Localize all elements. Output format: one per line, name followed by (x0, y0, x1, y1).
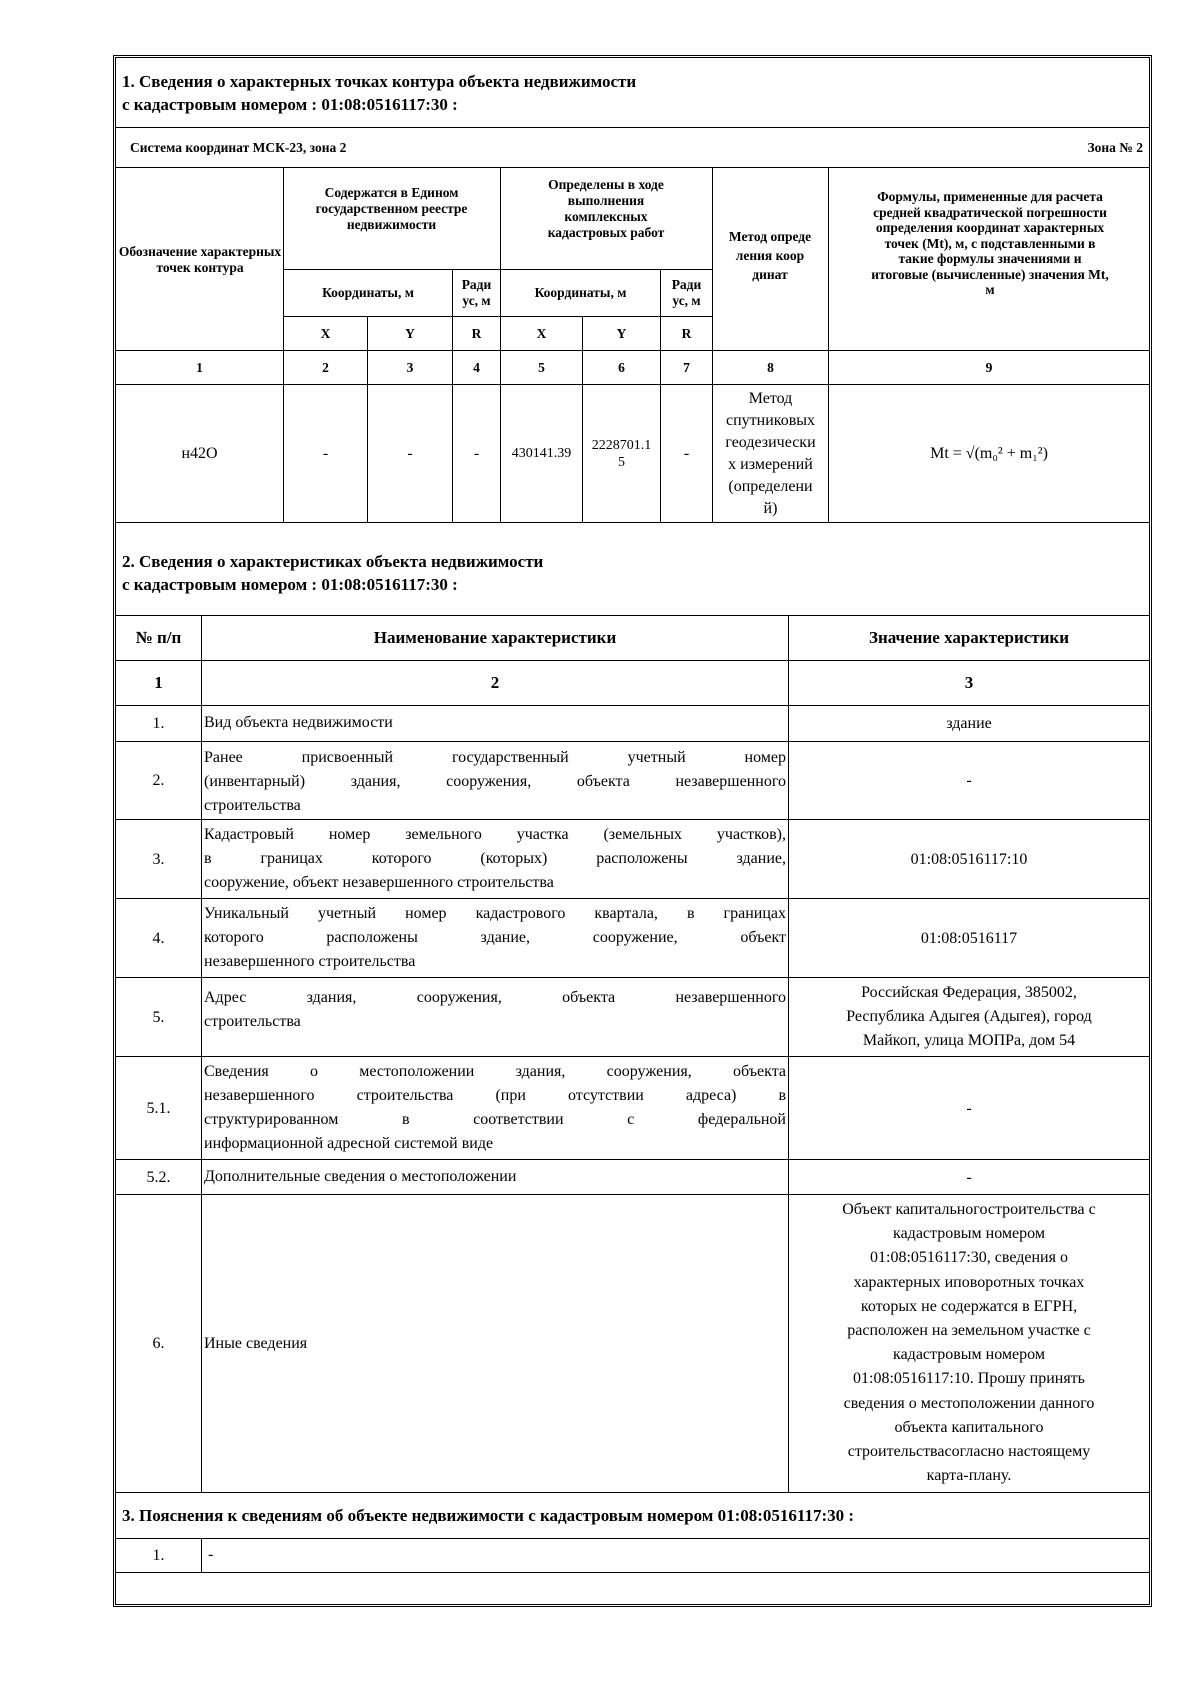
row-value: Российская Федерация, 385002, Республика Адыгея (Адыгея), город Майкоп, улица МОПРа, дом 54 (846, 984, 1092, 1049)
header-y-egrn: Y (405, 325, 415, 341)
egrn-r: - (473, 445, 480, 462)
header-x-egrn: X (320, 325, 331, 341)
s2-colnum-1: 1 (154, 673, 163, 692)
row-num: 5.1. (146, 1099, 171, 1117)
works-x: 430141.39 (511, 445, 572, 461)
egrn-x: - (322, 445, 329, 462)
colnum-8: 8 (767, 359, 774, 375)
works-r: - (683, 445, 690, 462)
row-name: Иные сведения (204, 1335, 308, 1352)
row-value: 01:08:0516117:10 (910, 850, 1028, 868)
row-name: Уникальный учетный номер кадастрового квартала, в границах которого расположены здание, сооружение, объект незавершенного строительства (204, 905, 786, 970)
row-value: здание (946, 715, 992, 732)
row-name: Кадастровый номер земельного участка (земельных участков), в границах которого (которых) расположены здание, сооружение, объект незавершенного строительства (204, 826, 786, 891)
s2-colnum-3: 3 (964, 673, 974, 692)
row-num: 1. (152, 715, 165, 732)
colnum-6: 6 (618, 359, 625, 375)
colnum-1: 1 (196, 359, 203, 375)
header-contained-egrn: Содержатся в Едином государственном реестре недвижимости (315, 185, 468, 232)
zone-number: Зона № 2 (1087, 140, 1143, 155)
colnum-2: 2 (322, 359, 329, 375)
row-num: 2. (152, 772, 165, 789)
row-value: - (966, 1099, 972, 1117)
row-num: 6. (152, 1335, 165, 1352)
row-value: - (966, 772, 972, 789)
colnum-4: 4 (473, 359, 480, 375)
header-x-works: X (536, 325, 547, 341)
header-num: № п/п (135, 628, 182, 647)
formula-value: Mt = √(m₀² + m₁²) (930, 445, 1048, 462)
works-y: 2228701.1 5 (591, 437, 652, 470)
row-value: 01:08:0516117 (920, 929, 1018, 947)
header-y-works: Y (616, 325, 627, 341)
section2-title: 2. Сведения о характеристиках объекта недвижимости с кадастровым номером : 01:08:0516117:30 : (122, 552, 544, 594)
row-text: - (208, 1546, 214, 1563)
row-value: - (966, 1168, 972, 1186)
header-formula: Формулы, примененные для расчета средней квадратической погрешности определения координат характерных точек (Mt), м, с подставленными в такие формулы значениями и итоговые (вычисленные) значения Mt, м (871, 189, 1109, 297)
header-method: Метод опреде ления коор динат (728, 229, 812, 282)
header-coords-egrn: Координаты, м (322, 285, 414, 300)
row-num: 1. (152, 1547, 165, 1564)
colnum-7: 7 (683, 359, 690, 375)
header-r-egrn: R (471, 325, 482, 341)
header-characteristic-value: Значение характеристики (868, 628, 1070, 647)
coord-system: Система координат МСК-23, зона 2 (130, 140, 347, 155)
method-value: Метод спутниковых геодезически х измерений (определени й) (725, 389, 816, 517)
header-radius-egrn: Ради ус, м (461, 277, 492, 308)
s2-colnum-2: 2 (490, 673, 500, 692)
row-num: 5.2. (146, 1168, 171, 1186)
header-characteristic-name: Наименование характеристики (373, 628, 617, 647)
row-name: Сведения о местоположении здания, сооружения, объекта незавершенного строительства (при отсутствии адреса) в структурированном в соответствии с федеральной информационной адресной системой виде (204, 1063, 786, 1152)
egrn-y: - (407, 445, 413, 462)
section1-title: 1. Сведения о характерных точках контура объекта недвижимости с кадастровым номером : 01:08:0516117:30 : (122, 72, 637, 114)
section3-title: 3. Пояснения к сведениям об объекте недвижимости с кадастровым номером 01:08:0516117:30 : (122, 1506, 855, 1525)
header-coords-works: Координаты, м (534, 285, 627, 300)
header-radius-works: Ради ус, м (671, 277, 702, 308)
header-r-works: R (681, 325, 692, 341)
row-name: Вид объекта недвижимости (204, 714, 393, 731)
row-value: Объект капитальногостроительства с кадастровым номером 01:08:0516117:30, сведения о характерных иповоротных точках которых не содержатся в ЕГРН, расположен на земельном участке с кадастровым номером 01:08:0516117:10. Прошу принять сведения о местоположении данного объекта капитального строительствасогласно настоящему карта-плану. (842, 1201, 1096, 1485)
row-num: 3. (152, 850, 165, 868)
row-num: 4. (152, 929, 165, 947)
colnum-3: 3 (406, 359, 414, 375)
colnum-9: 9 (985, 359, 993, 375)
header-point-designation: Обозначение характерных точек контура (118, 244, 282, 275)
row-name: Ранее присвоенный государственный учетный номер (инвентарный) здания, сооружения, объекта незавершенного строительства (204, 749, 786, 814)
row-num: 5. (152, 1008, 165, 1026)
row-name: Адрес здания, сооружения, объекта незавершенного строительства (204, 989, 786, 1030)
header-determined-works: Определены в ходе выполнения комплексных кадастровых работ (547, 177, 665, 240)
row-name: Дополнительные сведения о местоположении (204, 1168, 517, 1185)
colnum-5: 5 (538, 359, 545, 375)
point-label: н42О (181, 445, 218, 462)
